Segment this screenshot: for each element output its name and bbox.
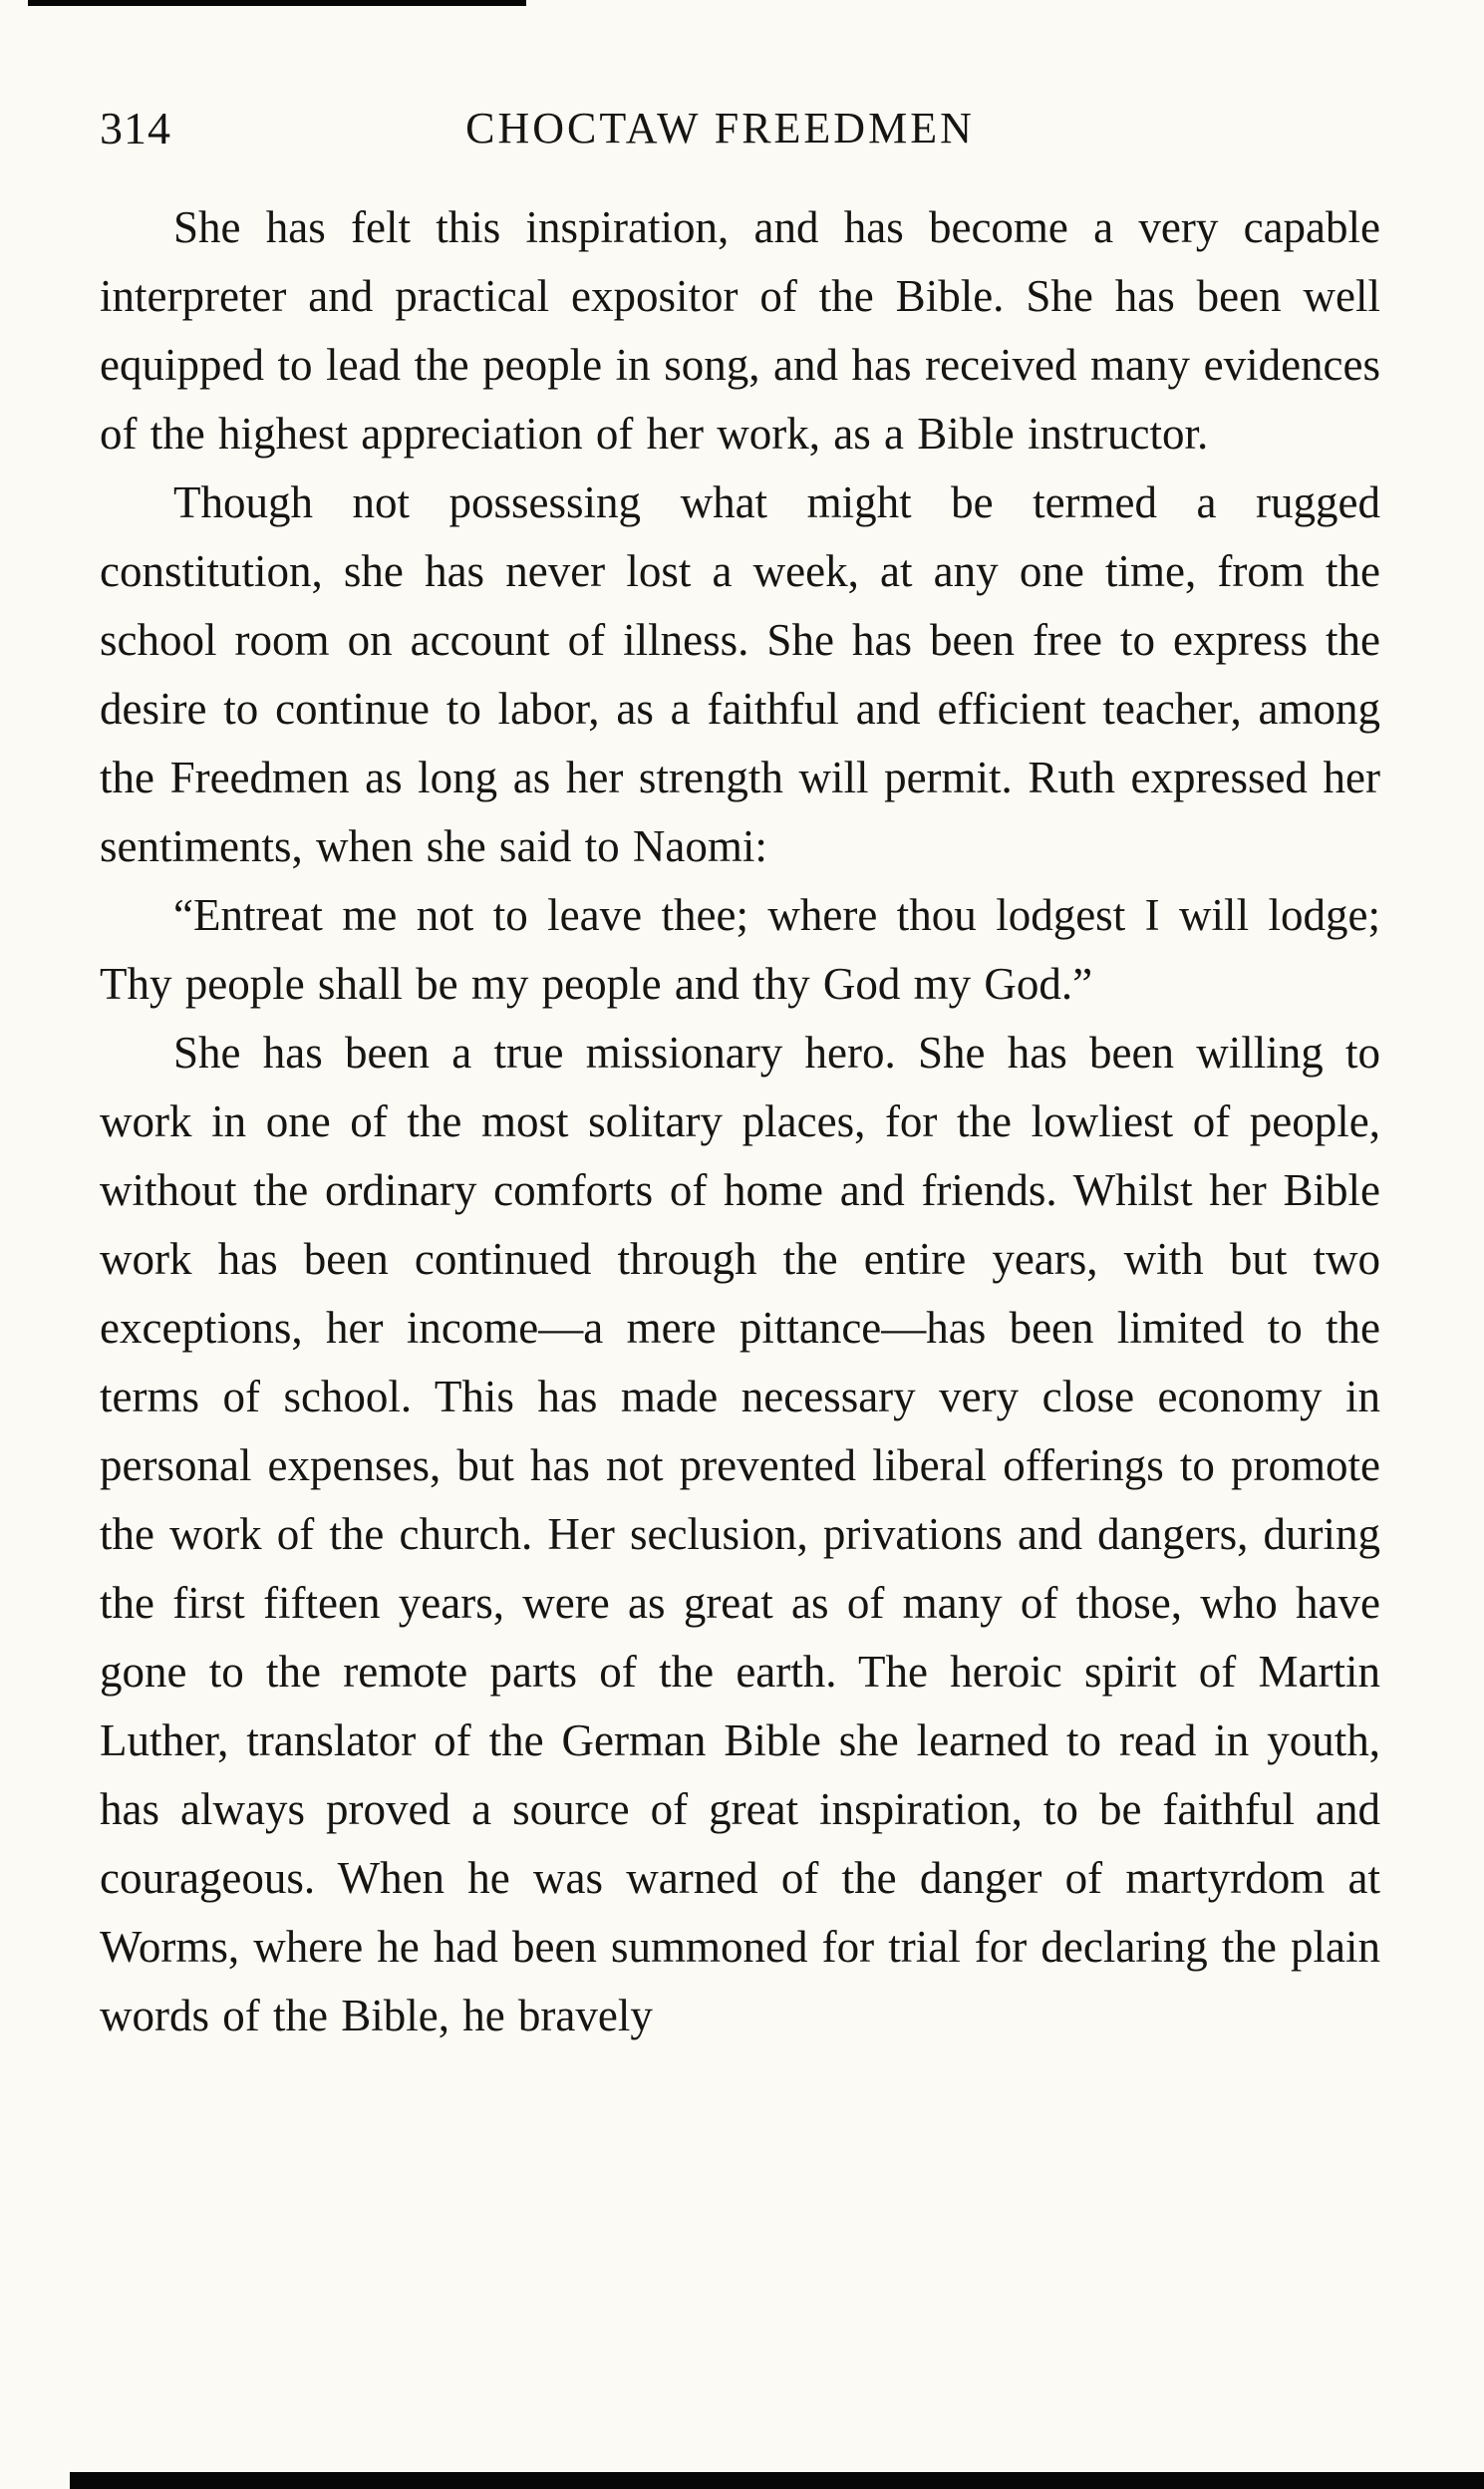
scan-artifact-bottom	[70, 2472, 1484, 2489]
page-number: 314	[100, 103, 171, 154]
paragraph-3-quote: “Entreat me not to leave thee; where thou lodgest I will lodge; Thy people shall be my people and thy God my God.”	[100, 890, 1380, 1009]
paragraph-1: She has felt this inspiration, and has become a very capable interpreter and practical expositor of the Bible. She has been well equipped to lead the people in song, and has received many evidences of the highest appreciation of her work, as a Bible instructor.	[100, 202, 1380, 459]
paragraph-4: She has been a true missionary hero. She has been willing to work in one of the most solitary places, for the lowliest of people, without the ordinary comforts of home and friends. Whilst her Bible work has been continued through the entire years, with but two exceptions, her income—a mere pittance—has been limited to the terms of school. This has made necessary very close economy in personal expenses, but has not prevented liberal offerings to promote the work of the church. Her seclusion, privations and dangers, during the first fifteen years, were as great as of many of those, who have gone to the remote parts of the earth. The heroic spirit of Martin Luther, translator of the German Bible she learned to read in youth, has always proved a source of great inspiration, to be faithful and courageous. When he was warned of the danger of martyrdom at Worms, where he had been summoned for trial for declaring the plain words of the Bible, he bravely	[100, 1028, 1380, 2040]
page-body	[100, 193, 1380, 2050]
page-header	[100, 100, 1380, 157]
paragraph-2: Though not possessing what might be termed a rugged constitution, she has never lost a week, at any one time, from the school room on account of illness. She has been free to express the desire to continue to labor, as a faithful and efficient teacher, among the Freedmen as long as her strength will permit. Ruth expressed her sentiments, when she said to Naomi:	[100, 477, 1380, 871]
page-title: CHOCTAW FREEDMEN	[465, 104, 975, 153]
